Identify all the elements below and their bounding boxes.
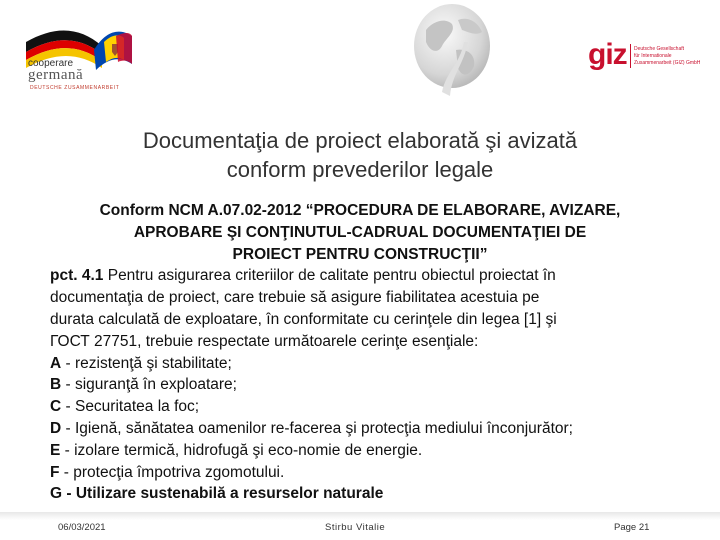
paragraph-line3: durata calculată de exploatare, în conformitate cu cerinţele din legea [1] şi bbox=[50, 310, 557, 328]
slide-title bbox=[60, 126, 660, 184]
brand-line-germana: germană bbox=[28, 67, 84, 83]
paragraph-line2: documentaţia de proiect, care trebuie să asigure fiabilitatea acestuia pe bbox=[50, 289, 540, 307]
norm-heading-line1: Conform NCM A.07.02-2012 “PROCEDURA DE ELABORARE, AVIZARE, bbox=[99, 202, 621, 219]
footer-author: Stirbu Vitalie bbox=[325, 522, 386, 533]
slide-header bbox=[0, 0, 720, 110]
list-item: A - rezistenţă şi stabilitate; bbox=[50, 354, 232, 372]
paragraph-line1: pct. 4.1 Pentru asigurarea criteriilor de calitate pentru obiectul proiectat în bbox=[50, 267, 556, 285]
list-item: E - izolare termică, hidrofugă şi eco-nomie de energie. bbox=[50, 441, 423, 459]
brand-line-deutsche: DEUTSCHE ZUSAMMENARBEIT bbox=[30, 85, 120, 91]
list-item-key: B bbox=[50, 376, 62, 394]
list-item-key: G bbox=[50, 485, 63, 503]
slide-body bbox=[50, 200, 670, 505]
globe-icon bbox=[412, 2, 492, 98]
footer-divider bbox=[0, 512, 720, 520]
list-item: F - protecţia împotriva zgomotului. bbox=[50, 463, 285, 481]
norm-heading-line2: APROBARE ŞI CONŢINUTUL-CADRUAL DOCUMENTAŢIEI DE bbox=[133, 223, 587, 241]
list-item-bold: G - Utilizare sustenabilă a resurselor naturale bbox=[50, 485, 384, 503]
list-item-key: F bbox=[50, 463, 60, 481]
giz-separator bbox=[630, 44, 631, 68]
list-item: B - siguranţă în exploatare; bbox=[50, 376, 237, 394]
norm-heading-line3: PROIECT PENTRU CONSTRUCŢII” bbox=[232, 245, 488, 263]
paragraph-line4: ГОСТ 27751, trebuie respectate următoarele cerinţe esenţiale: bbox=[50, 332, 479, 350]
list-item-key: C bbox=[50, 398, 62, 416]
pct-label: pct. 4.1 bbox=[50, 267, 104, 285]
list-item-key: D bbox=[50, 419, 62, 437]
giz-logo: giz bbox=[588, 38, 627, 71]
slide-title-line1: Documentaţia de proiect elaborată şi avizată bbox=[142, 128, 578, 153]
list-item-key: A bbox=[50, 354, 62, 372]
giz-subtitle: Deutsche Gesellschaft für Internationale Zusammenarbeit (GIZ) GmbH bbox=[634, 46, 701, 66]
list-item-key: E bbox=[50, 441, 61, 459]
slide-title-line2: conform prevederilor legale bbox=[226, 157, 494, 182]
list-item: C - Securitatea la foc; bbox=[50, 398, 200, 416]
brand-line-cooperare: cooperare bbox=[28, 58, 74, 69]
footer-page-number: Page 21 bbox=[614, 522, 650, 533]
footer-date: 06/03/2021 bbox=[58, 522, 106, 533]
list-item: D - Igienă, sănătatea oamenilor re-facerea şi protecţia mediului înconjurător; bbox=[50, 419, 573, 437]
